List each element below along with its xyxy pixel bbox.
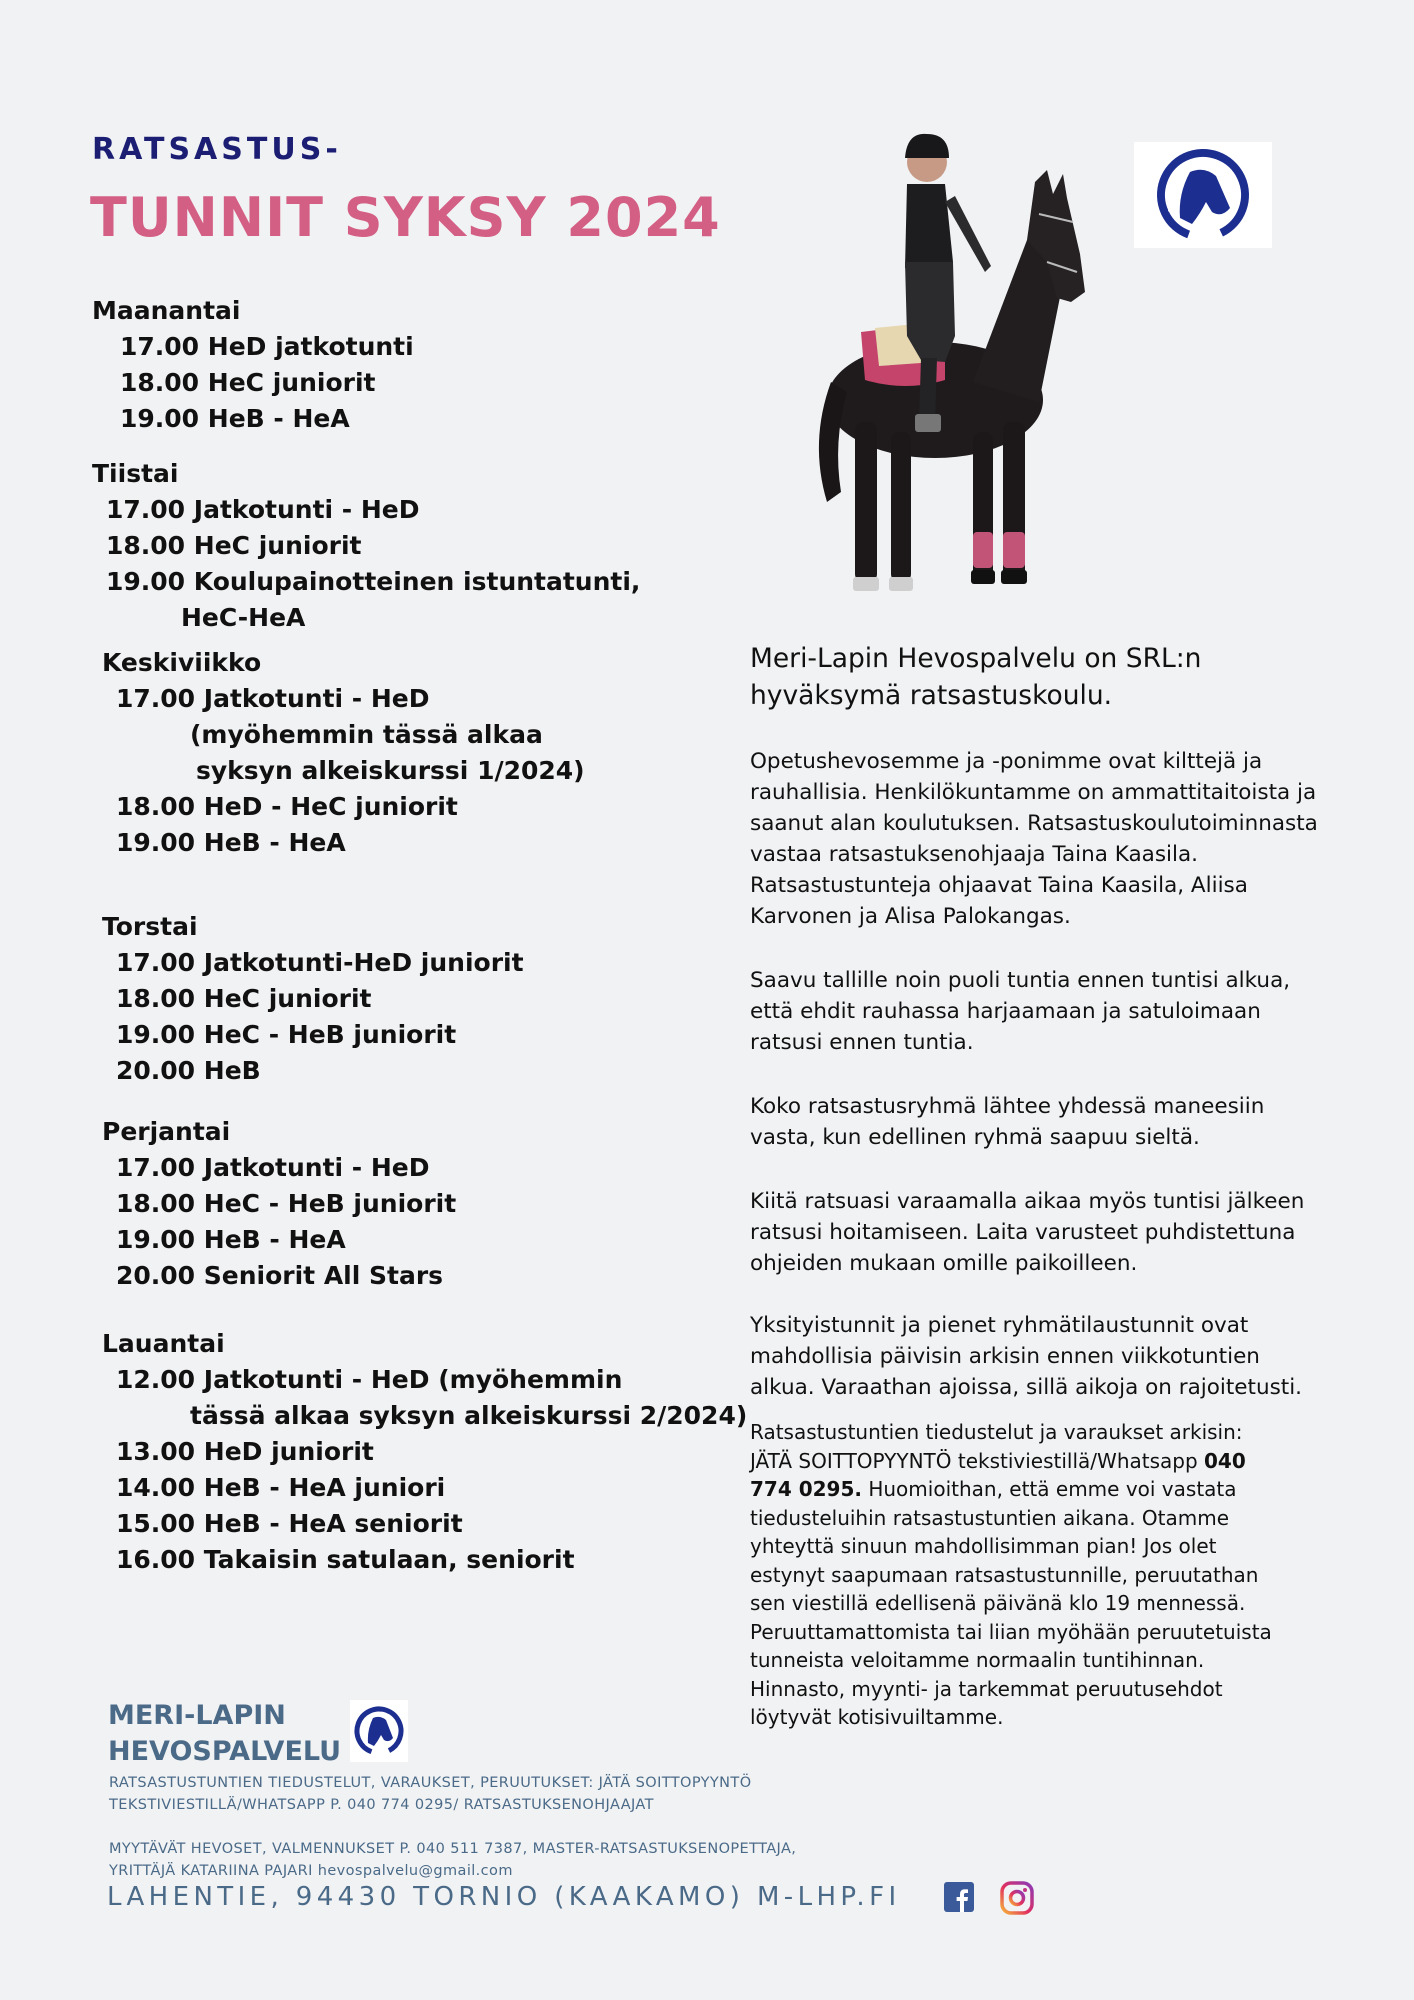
day-tuesday	[92, 456, 640, 636]
lesson-slot: 17.00 Jatkotunti - HeD	[116, 684, 430, 713]
text-line: ohjeiden mukaan omille paikoilleen.	[750, 1251, 1138, 1276]
lesson-slot: 20.00 Seniorit All Stars	[116, 1261, 444, 1290]
lesson-slot: 18.00 HeD - HeC juniorit	[116, 792, 458, 821]
lesson-slot: 18.00 HeC juniorit	[106, 531, 362, 560]
lesson-slot: 17.00 Jatkotunti - HeD	[106, 495, 420, 524]
lesson-slot: 14.00 HeB - HeA juniori	[116, 1473, 446, 1502]
intro-line: Meri-Lapin Hevospalvelu on SRL:n	[750, 643, 1202, 674]
paragraph-arrival	[750, 965, 1390, 1058]
text-line: rauhallisia. Henkilökuntamme on ammattitaitoista ja	[750, 780, 1317, 805]
text-line: Ratsastustunteja ohjaavat Taina Kaasila, Aliisa	[750, 873, 1248, 898]
lesson-slot: 18.00 HeC juniorit	[116, 984, 372, 1013]
phone-number-part: 040	[1204, 1448, 1246, 1473]
lesson-slot: 17.00 Jatkotunti - HeD	[116, 1153, 430, 1182]
brand-line: HEVOSPALVELU	[108, 1736, 342, 1767]
text-line: Opetushevosemme ja -ponimme ovat kilttejä ja	[750, 749, 1263, 774]
paragraph-care	[750, 1186, 1390, 1279]
footer-sales-note	[109, 1838, 929, 1882]
booking-info	[750, 1418, 1350, 1732]
lesson-slot: 15.00 HeB - HeA seniorit	[116, 1509, 463, 1538]
intro-line: hyväksymä ratsastuskoulu.	[750, 680, 1113, 711]
footer-address: LAHENTIE, 94430 TORNIO (KAAKAMO) M-LHP.FI	[107, 1882, 901, 1912]
facebook-icon[interactable]	[944, 1882, 974, 1912]
lesson-slot: 19.00 HeB - HeA	[120, 404, 350, 433]
text-line: YRITTÄJÄ KATARIINA PAJARI hevospalvelu@gmail.com	[109, 1863, 513, 1879]
text-line: Ratsastustuntien tiedustelut ja varaukset arkisin:	[750, 1420, 1243, 1444]
text-line: ratsusi hoitamiseen. Laita varusteet puhdistettuna	[750, 1220, 1296, 1245]
footer-logo	[350, 1700, 408, 1762]
paragraph-staff	[750, 746, 1390, 932]
lesson-slot: 19.00 HeB - HeA	[116, 828, 346, 857]
day-name: Torstai	[102, 912, 198, 941]
text-line	[750, 1475, 1350, 1504]
day-wednesday	[102, 645, 585, 861]
day-friday	[102, 1114, 456, 1294]
text-fragment: Huomioithan, että emme voi vastata	[861, 1477, 1237, 1501]
text-line: tunneista veloitamme normaalin tuntihinnan.	[750, 1648, 1205, 1672]
text-line: Kiitä ratsuasi varaamalla aikaa myös tuntisi jälkeen	[750, 1189, 1305, 1214]
text-line: TEKSTIVIESTILLÄ/WHATSAPP P. 040 774 0295/ RATSASTUKSENOHJAAJAT	[109, 1797, 654, 1813]
instagram-icon[interactable]	[1000, 1881, 1034, 1915]
lesson-slot: 17.00 HeD jatkotunti	[120, 332, 414, 361]
day-saturday	[102, 1326, 747, 1578]
text-line: alkua. Varaathan ajoissa, sillä aikoja on rajoitetusti.	[750, 1375, 1303, 1400]
text-line: mahdollisia päivisin arkisin ennen viikkotuntien	[750, 1344, 1260, 1369]
text-line: saanut alan koulutuksen. Ratsastuskoulutoiminnasta	[750, 811, 1318, 836]
day-name: Tiistai	[92, 459, 179, 488]
horse-head-logo-icon	[350, 1700, 408, 1762]
text-line	[750, 1447, 1350, 1476]
text-line: löytyvät kotisivuiltamme.	[750, 1705, 1004, 1729]
lesson-slot: 16.00 Takaisin satulaan, seniorit	[116, 1545, 575, 1574]
text-line: ratsusi ennen tuntia.	[750, 1030, 974, 1055]
day-name: Maanantai	[92, 296, 241, 325]
phone-number-part: 774 0295.	[750, 1477, 862, 1501]
company-logo	[1134, 142, 1272, 248]
text-line: Koko ratsastusryhmä lähtee yhdessä maneesiin	[750, 1094, 1265, 1119]
lesson-slot: 17.00 Jatkotunti-HeD juniorit	[116, 948, 524, 977]
footer-contact-note	[109, 1772, 929, 1816]
paragraph-group	[750, 1091, 1390, 1153]
day-name: Keskiviikko	[102, 648, 262, 677]
day-thursday	[102, 909, 524, 1089]
text-line: vasta, kun edellinen ryhmä saapuu sieltä.	[750, 1125, 1200, 1150]
lesson-slot: 18.00 HeC - HeB juniorit	[116, 1189, 457, 1218]
day-monday	[92, 293, 414, 437]
lesson-slot-continuation: HeC-HeA	[181, 603, 306, 632]
text-line: MYYTÄVÄT HEVOSET, VALMENNUKSET P. 040 511 7387, MASTER-RATSASTUKSENOPETTAJA,	[109, 1841, 797, 1857]
horse-head-logo-icon	[1134, 142, 1272, 248]
paragraph-private	[750, 1310, 1390, 1403]
lesson-slot-continuation: tässä alkaa syksyn alkeiskurssi 2/2024)	[190, 1401, 748, 1430]
text-line: sen viestillä edellisenä päivänä klo 19 mennessä.	[750, 1591, 1246, 1615]
text-line: yhteyttä sinuun mahdollisimman pian! Jos olet	[750, 1534, 1217, 1558]
lesson-slot-continuation: (myöhemmin tässä alkaa	[190, 720, 543, 749]
text-fragment: JÄTÄ SOITTOPYYNTÖ tekstiviestillä/Whatsapp	[750, 1448, 1205, 1473]
text-line: vastaa ratsastuksenohjaaja Taina Kaasila.	[750, 842, 1198, 867]
text-line: estynyt saapumaan ratsastustunnille, peruutathan	[750, 1562, 1259, 1587]
text-line: Peruuttamattomista tai liian myöhään peruutetuista	[750, 1619, 1272, 1644]
lesson-slot: 13.00 HeD juniorit	[116, 1437, 374, 1466]
text-line: Yksityistunnit ja pienet ryhmätilaustunnit ovat	[750, 1313, 1249, 1338]
text-line: että ehdit rauhassa harjaamaan ja satuloimaan	[750, 999, 1261, 1024]
horse-rider-photo	[795, 122, 1115, 622]
page-title: TUNNIT SYKSY 2024	[90, 186, 721, 249]
lesson-slot: 19.00 HeB - HeA	[116, 1225, 346, 1254]
text-line: tiedusteluihin ratsastustuntien aikana. Otamme	[750, 1505, 1230, 1530]
kicker-heading: RATSASTUS-	[92, 132, 342, 167]
lesson-slot: 12.00 Jatkotunti - HeD (myöhemmin	[116, 1365, 623, 1394]
text-line: Hinnasto, myynti- ja tarkemmat peruutusehdot	[750, 1676, 1223, 1701]
lesson-slot: 20.00 HeB	[116, 1056, 261, 1085]
lesson-slot: 19.00 HeC - HeB juniorit	[116, 1020, 457, 1049]
lesson-slot: 18.00 HeC juniorit	[120, 368, 376, 397]
text-line: RATSASTUSTUNTIEN TIEDUSTELUT, VARAUKSET, PERUUTUKSET: JÄTÄ SOITTOPYYNTÖ	[109, 1775, 752, 1791]
day-name: Lauantai	[102, 1329, 225, 1358]
brand-line: MERI-LAPIN	[108, 1700, 286, 1731]
intro-heading	[750, 640, 1350, 714]
text-line: Saavu tallille noin puoli tuntia ennen tuntisi alkua,	[750, 968, 1291, 993]
footer-brand	[108, 1698, 341, 1770]
lesson-slot: 19.00 Koulupainotteinen istuntatunti,	[106, 567, 641, 596]
lesson-slot-continuation: syksyn alkeiskurssi 1/2024)	[196, 756, 585, 785]
day-name: Perjantai	[102, 1117, 231, 1146]
text-line: Karvonen ja Alisa Palokangas.	[750, 904, 1071, 929]
